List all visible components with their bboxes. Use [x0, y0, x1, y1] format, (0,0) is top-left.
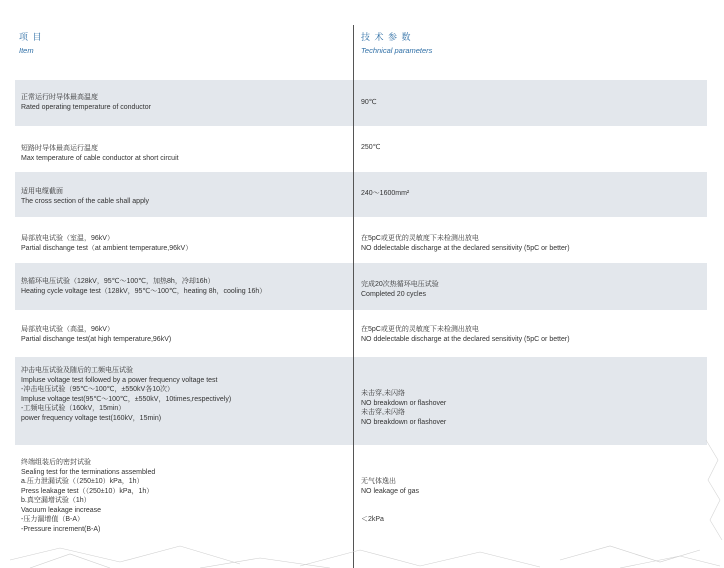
item-cell	[21, 144, 349, 163]
param-cell	[361, 234, 701, 253]
param-line: 未击穿,未闪络	[361, 409, 405, 416]
item-line: 正常运行时导体最高温度	[21, 94, 98, 101]
param-cell	[361, 189, 701, 199]
item-line: Partial dischange test(at high temperature,96kV)	[21, 335, 172, 343]
param-line: 未击穿,未闪络	[361, 390, 405, 397]
item-cell	[21, 277, 349, 296]
item-line: 冲击电压试验及随后的工频电压试验	[21, 367, 133, 374]
param-line: NO leakage of gas	[361, 487, 419, 495]
param-line: NO breakdown or flashover	[361, 418, 447, 426]
item-line: -工频电压试验（160kV，15min）	[21, 405, 126, 412]
param-cell	[361, 325, 701, 344]
item-line: a.压力泄漏试验（（250±10）kPa，1h）	[21, 478, 144, 485]
item-line: Vacuum leakage increase	[21, 506, 102, 514]
param-line: NO breakdown or flashover	[361, 399, 447, 407]
item-cell	[21, 234, 349, 253]
item-line: -Pressure increment(B-A)	[21, 525, 101, 533]
item-line: Sealing test for the terminations assembled	[21, 468, 156, 476]
item-line: b.真空漏增试验（1h）	[21, 497, 91, 504]
param-cell	[361, 98, 701, 108]
item-cell	[21, 187, 349, 206]
param-line: ＜2kPa	[361, 516, 384, 523]
item-cell	[21, 93, 349, 112]
item-line: Heating cycle voltage test（128kV，95℃～100℃，heating 8h，cooling 16h）	[21, 287, 267, 295]
item-line: Partial dischange test（at ambient temperature,96kV）	[21, 244, 193, 252]
item-line: -冲击电压试验（95℃～100℃，±550kV各10次）	[21, 386, 174, 393]
item-line: 适用电缆截面	[21, 188, 63, 195]
item-header-cn: 项 目	[19, 32, 43, 42]
item-header-en: Item	[19, 46, 34, 55]
item-line: -压力漏增值（B-A）	[21, 516, 84, 523]
item-line: 热循环电压试验（128kV，95℃～100℃，加热8h，冷却16h）	[21, 278, 215, 285]
item-line: Impluse voltage test(95℃～100℃，±550kV，10times,respectively)	[21, 395, 232, 403]
param-line: 完成20次热循环电压试验	[361, 281, 439, 288]
param-line: NO ddelectable discharge at the declared sensitivity (5pC or better)	[361, 335, 570, 343]
item-line: 终端组装后的密封试验	[21, 459, 91, 466]
decorative-sketch	[700, 440, 724, 540]
param-cell	[361, 280, 701, 299]
param-line: 无气体逸出	[361, 478, 396, 485]
param-line: 90℃	[361, 99, 377, 106]
item-line: 局部放电试验（室温，96kV）	[21, 235, 114, 242]
param-column-header	[361, 30, 432, 55]
decorative-sketch	[0, 540, 724, 568]
param-cell	[361, 143, 701, 153]
item-line: 局部放电试验（高温，96kV）	[21, 326, 114, 333]
column-divider	[353, 25, 354, 568]
param-line: Completed 20 cycles	[361, 290, 426, 298]
item-cell	[21, 458, 349, 534]
item-cell	[21, 325, 349, 344]
item-line: power frequency voltage test(160kV，15min)	[21, 414, 162, 422]
param-line: 250℃	[361, 144, 381, 151]
item-line: 短路时导体最高运行温度	[21, 145, 98, 152]
param-line: 240～1600mm²	[361, 190, 410, 197]
item-line: Rated operating temperature of conductor	[21, 103, 151, 111]
item-line: Max temperature of cable conductor at short circuit	[21, 154, 179, 162]
param-cell	[361, 477, 701, 525]
param-cell	[361, 389, 701, 427]
item-line: Press leakage test（（250±10）kPa，1h）	[21, 487, 154, 495]
param-header-en: Technical parameters	[361, 46, 433, 55]
item-column-header	[19, 30, 43, 55]
item-cell	[21, 366, 349, 423]
param-line: 在5pC或更优的灵敏度下未检测出放电	[361, 235, 479, 242]
param-header-cn: 技 术 参 数	[361, 32, 412, 42]
item-line: Impluse voltage test followed by a power frequency voltage test	[21, 376, 218, 384]
item-line: The cross section of the cable shall apply	[21, 197, 150, 205]
param-line: 在5pC或更优的灵敏度下未检测出放电	[361, 326, 479, 333]
param-line: NO ddelectable discharge at the declared sensitivity (5pC or better)	[361, 244, 570, 252]
